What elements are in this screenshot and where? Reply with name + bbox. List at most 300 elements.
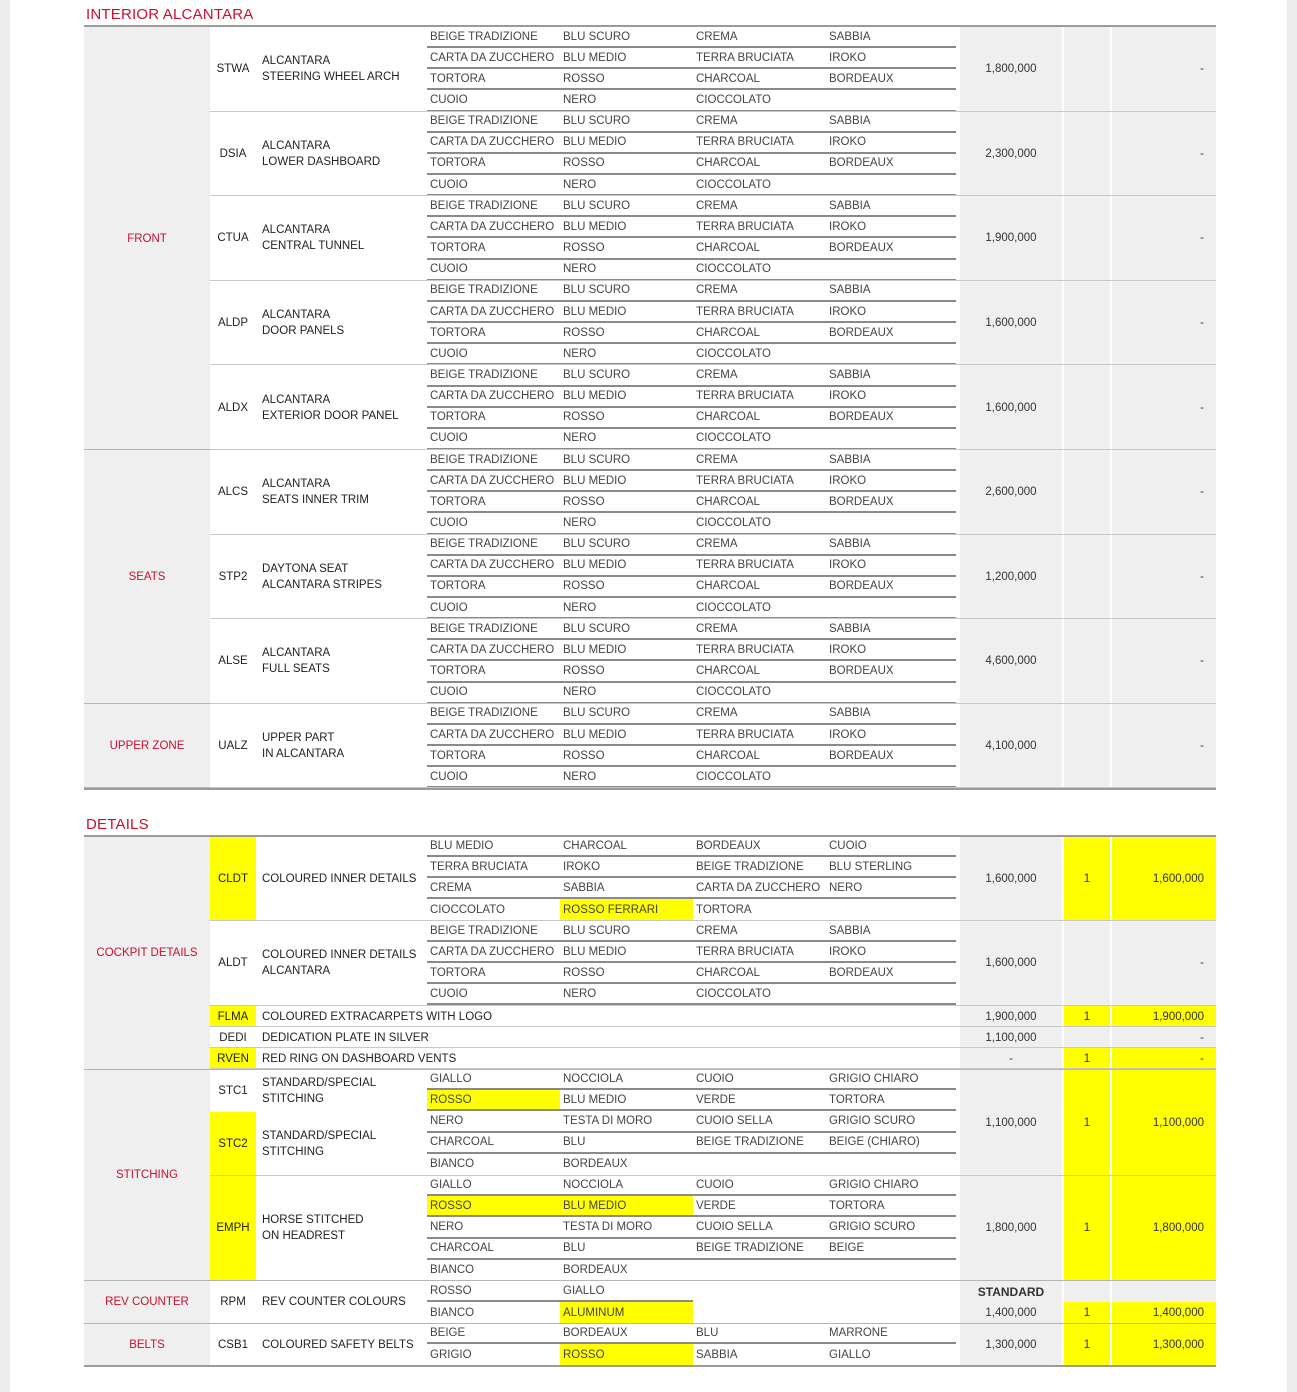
color-option: TERRA BRUCIATA (693, 302, 826, 323)
item-total: - (1112, 704, 1216, 789)
color-option: CHARCOAL (693, 69, 826, 90)
color-option: ROSSO (560, 746, 693, 767)
item-description (262, 112, 427, 197)
color-option: NOCCIOLA (560, 1069, 693, 1090)
item-quantity (1064, 619, 1110, 704)
color-option: CUOIO (427, 344, 560, 365)
item-total: 1,900,000 (1112, 1006, 1216, 1027)
color-option: NERO (560, 175, 693, 196)
color-option: IROKO (826, 725, 956, 746)
color-option: BEIGE TRADIZIONE (427, 281, 560, 302)
color-option: CARTA DA ZUCCHERO (427, 942, 560, 963)
item-price: 2,300,000 (960, 112, 1062, 197)
item-quantity: 1 (1064, 1070, 1110, 1175)
color-option: TERRA BRUCIATA (693, 556, 826, 577)
color-option: TORTORA (427, 154, 560, 175)
color-cell-empty (826, 899, 956, 920)
color-option: BIANCO (430, 1158, 475, 1171)
color-option: GRIGIO SCURO (826, 1111, 956, 1132)
color-option: BLU (693, 1323, 826, 1344)
item-total: - (1112, 27, 1216, 112)
item-description (262, 1112, 427, 1175)
color-option: TORTORA (427, 492, 560, 513)
item-price: 1,600,000 (960, 281, 1062, 366)
color-option: CIOCCOLATO (693, 344, 826, 365)
color-option: CREMA (427, 878, 560, 899)
item-description-line2: ON HEADREST (262, 1230, 346, 1242)
item-description (262, 1070, 427, 1112)
item-quantity: 1 (1064, 1006, 1110, 1027)
color-option: BORDEAUX (560, 1323, 693, 1344)
item-total: - (1112, 450, 1216, 535)
item-quantity (1064, 1027, 1110, 1048)
item-price: 1,100,000 (960, 1027, 1062, 1048)
color-option: BLU SCURO (560, 921, 693, 942)
color-option: CUOIO (693, 1175, 826, 1196)
color-option: BORDEAUX (693, 836, 826, 857)
color-option: SABBIA (826, 619, 956, 640)
color-option: CIOCCOLATO (693, 429, 826, 450)
color-option: CIOCCOLATO (693, 175, 826, 196)
item-code-csb1: CSB1 (217, 1338, 249, 1351)
color-option: IROKO (826, 302, 956, 323)
color-option: CUOIO (693, 1069, 826, 1090)
item-total: 1,300,000 (1112, 1324, 1216, 1365)
item-price: 1,300,000 (960, 1324, 1062, 1365)
color-option: BORDEAUX (826, 492, 956, 513)
item-description-line2: ALCANTARA (262, 965, 331, 977)
color-option: CREMA (693, 704, 826, 725)
item-price: 1,800,000 (960, 1176, 1062, 1280)
color-option: BORDEAUX (826, 408, 956, 429)
color-option: TORTORA (427, 662, 560, 683)
color-option: CUOIO (427, 175, 560, 196)
color-option: GIALLO (560, 1281, 693, 1302)
details-bottom-rule (84, 1365, 1216, 1367)
color-option: CREMA (693, 196, 826, 217)
color-option: NERO (560, 683, 693, 704)
item-total: - (1112, 1048, 1216, 1069)
item-description-line2: STITCHING (262, 1145, 324, 1158)
item-quantity (1064, 450, 1110, 535)
color-option: ROSSO (560, 154, 693, 175)
item-description-line1: ALCANTARA (262, 647, 331, 660)
item-code: UALZ (218, 740, 248, 753)
color-cell-empty (826, 984, 956, 1005)
color-option: BLU SCURO (560, 535, 693, 556)
color-option: ALUMINUM (560, 1302, 693, 1323)
color-option: BLU MEDIO (560, 556, 693, 577)
color-cell-empty (826, 683, 956, 704)
item-code-cldt: CLDT (210, 837, 256, 921)
item-quantity: 1 (1064, 1302, 1110, 1323)
item-description-line1: ALCANTARA (262, 55, 331, 68)
item-description-line1: STANDARD/SPECIAL (262, 1129, 377, 1142)
color-option: CUOIO (427, 767, 560, 788)
color-option: CHARCOAL (560, 836, 693, 857)
color-option: BEIGE (CHIARO) (826, 1133, 956, 1154)
group-label-front: FRONT (127, 232, 167, 245)
color-option: ROSSO (427, 1090, 560, 1111)
color-cell-empty (826, 1260, 956, 1281)
color-option: SABBIA (696, 1348, 738, 1361)
item-code-rven: RVEN (210, 1048, 256, 1069)
color-option: TORTORA (826, 1196, 956, 1217)
color-option: CHARCOAL (427, 1133, 560, 1154)
color-cell-empty (826, 344, 956, 365)
item-total: 1,600,000 (1112, 837, 1216, 921)
color-option: BEIGE TRADIZIONE (427, 619, 560, 640)
color-option: ROSSO (560, 1344, 693, 1365)
color-option: TERRA BRUCIATA (693, 942, 826, 963)
color-option: CARTA DA ZUCCHERO (427, 640, 560, 661)
color-option: TERRA BRUCIATA (693, 387, 826, 408)
color-option: ROSSO (560, 408, 693, 429)
color-option: TERRA BRUCIATA (693, 48, 826, 69)
color-option: BLU MEDIO (560, 1196, 693, 1217)
item-code-flma: FLMA (210, 1006, 256, 1027)
color-option: BORDEAUX (826, 154, 956, 175)
item-price: 1,600,000 (960, 921, 1062, 1005)
group-label-stitching: STITCHING (116, 1169, 178, 1181)
color-option: CUOIO (427, 513, 560, 534)
item-code-stc1: STC1 (218, 1085, 248, 1097)
item-price: 1,100,000 (960, 1070, 1062, 1175)
group-label-cockpit-details: COCKPIT DETAILS (96, 947, 198, 959)
color-cell-empty (826, 767, 956, 788)
item-total: - (1112, 535, 1216, 620)
color-option: BORDEAUX (826, 662, 956, 683)
color-cell-empty (826, 175, 956, 196)
color-option: BEIGE TRADIZIONE (427, 112, 560, 133)
item-total: - (1112, 619, 1216, 704)
color-option: BLU SCURO (560, 27, 693, 48)
color-cell-empty (826, 429, 956, 450)
color-option: NERO (560, 344, 693, 365)
item-price: 1,400,000 (960, 1302, 1062, 1323)
color-option: CIOCCOLATO (693, 767, 826, 788)
item-price: 2,600,000 (960, 450, 1062, 535)
color-option: BLU MEDIO (560, 942, 693, 963)
item-price: 4,600,000 (960, 619, 1062, 704)
color-option: GIALLO (427, 1069, 560, 1090)
item-price: 1,600,000 (960, 365, 1062, 450)
item-description-line2: ALCANTARA STRIPES (262, 578, 382, 591)
color-option: CIOCCOLATO (693, 260, 826, 281)
color-option: ROSSO (560, 577, 693, 598)
color-cell-empty (826, 513, 956, 534)
color-option: SABBIA (826, 704, 956, 725)
color-option: NERO (560, 260, 693, 281)
item-price: 1,900,000 (960, 1006, 1062, 1027)
color-option: IROKO (826, 387, 956, 408)
color-option: NERO (560, 984, 693, 1005)
color-option: CREMA (693, 27, 826, 48)
color-option: SABBIA (826, 112, 956, 133)
color-option: CREMA (693, 619, 826, 640)
color-option: BLU SCURO (560, 196, 693, 217)
color-option: NERO (560, 598, 693, 619)
color-option: BIANCO (430, 1306, 475, 1319)
color-option: CHARCOAL (693, 492, 826, 513)
price-list-sheet (84, 0, 1216, 1392)
item-quantity: 1 (1064, 1176, 1110, 1280)
item-description-line2: EXTERIOR DOOR PANEL (262, 409, 399, 422)
color-option: CUOIO (427, 260, 560, 281)
color-option: NOCCIOLA (560, 1175, 693, 1196)
color-option: CARTA DA ZUCCHERO (427, 133, 560, 154)
item-quantity (1064, 921, 1110, 1005)
item-code: DSIA (219, 147, 247, 160)
color-option: TORTORA (427, 323, 560, 344)
item-description (262, 921, 427, 1005)
color-option: CIOCCOLATO (430, 903, 505, 916)
item-description-line1: HORSE STITCHED (262, 1214, 364, 1226)
color-option: TORTORA (427, 69, 560, 90)
group-label-rev-counter: REV COUNTER (105, 1296, 189, 1308)
color-option: CIOCCOLATO (693, 513, 826, 534)
color-option: IROKO (826, 640, 956, 661)
item-description: COLOURED EXTRACARPETS WITH LOGO (262, 1010, 493, 1023)
color-option: GIALLO (829, 1348, 871, 1361)
color-option: IROKO (826, 942, 956, 963)
item-description (262, 1176, 427, 1280)
item-total: - (1112, 1027, 1216, 1048)
color-option: IROKO (826, 133, 956, 154)
item-description-line1: DAYTONA SEAT (262, 562, 349, 575)
color-option: ROSSO (560, 323, 693, 344)
group-label-seats: SEATS (128, 570, 166, 583)
item-code: STWA (216, 63, 250, 76)
color-option: GRIGIO CHIARO (826, 1175, 956, 1196)
color-option: ROSSO (560, 239, 693, 260)
color-cell-empty (826, 90, 956, 111)
color-option: CHARCOAL (693, 154, 826, 175)
item-quantity (1064, 535, 1110, 620)
color-option: GRIGIO SCURO (826, 1217, 956, 1238)
color-option: SABBIA (826, 365, 956, 386)
details-section-title: DETAILS (86, 816, 149, 833)
color-option: ROSSO (560, 662, 693, 683)
color-option: MARRONE (826, 1323, 956, 1344)
color-option: BEIGE TRADIZIONE (693, 857, 826, 878)
color-option: NERO (427, 1217, 560, 1238)
item-description-line1: ALCANTARA (262, 393, 331, 406)
color-option: NERO (560, 767, 693, 788)
color-option: BEIGE (427, 1323, 560, 1344)
item-code: ALCS (217, 486, 249, 499)
color-cell-empty (693, 1154, 826, 1175)
item-price: 1,900,000 (960, 196, 1062, 281)
color-cell-empty (693, 1260, 826, 1281)
item-description-line2: DOOR PANELS (262, 325, 345, 338)
item-description-line2: IN ALCANTARA (262, 748, 345, 761)
color-cell-empty (826, 598, 956, 619)
item-total-empty (1112, 1281, 1216, 1302)
color-option: BLU MEDIO (560, 133, 693, 154)
color-option: ROSSO (560, 69, 693, 90)
color-option: CHARCOAL (693, 323, 826, 344)
color-option: CARTA DA ZUCCHERO (427, 471, 560, 492)
color-option: CIOCCOLATO (693, 90, 826, 111)
color-option: CREMA (693, 365, 826, 386)
color-option: TORTORA (826, 1090, 956, 1111)
color-option: BEIGE TRADIZIONE (427, 535, 560, 556)
color-option: ROSSO (427, 1281, 560, 1302)
color-option: BORDEAUX (826, 577, 956, 598)
color-option: IROKO (560, 857, 693, 878)
item-code-stc2: STC2 (210, 1112, 256, 1175)
color-option: ROSSO (427, 1196, 560, 1217)
color-option: IROKO (826, 556, 956, 577)
item-quantity (1064, 365, 1110, 450)
group-label-upper-zone: UPPER ZONE (109, 740, 185, 753)
color-option: TERRA BRUCIATA (693, 471, 826, 492)
item-description: RED RING ON DASHBOARD VENTS (262, 1052, 457, 1065)
standard-label: STANDARD (960, 1281, 1062, 1302)
color-option: BEIGE TRADIZIONE (427, 365, 560, 386)
color-option: BLU MEDIO (427, 836, 560, 857)
color-option: TERRA BRUCIATA (693, 217, 826, 238)
color-option: TERRA BRUCIATA (427, 857, 560, 878)
color-option: CUOIO (427, 683, 560, 704)
color-option: TORTORA (427, 746, 560, 767)
item-code-aldt: ALDT (218, 957, 248, 969)
color-option: CUOIO (427, 429, 560, 450)
item-code: ALDX (217, 401, 249, 414)
color-option: TORTORA (427, 577, 560, 598)
color-option: CUOIO (427, 90, 560, 111)
item-description: REV COUNTER COLOURS (262, 1296, 406, 1308)
color-option: NERO (427, 1111, 560, 1132)
color-option: CHARCOAL (693, 963, 826, 984)
page-margin-left (0, 0, 10, 1392)
color-option: TORTORA (427, 963, 560, 984)
color-option: CARTA DA ZUCCHERO (693, 878, 826, 899)
color-cell-empty (826, 1154, 956, 1175)
color-option: BLU MEDIO (560, 302, 693, 323)
color-cell-empty (826, 260, 956, 281)
color-option: BORDEAUX (826, 239, 956, 260)
item-description-line1: STANDARD/SPECIAL (262, 1077, 377, 1089)
color-option: BORDEAUX (826, 746, 956, 767)
color-option: CARTA DA ZUCCHERO (427, 387, 560, 408)
color-option: SABBIA (560, 878, 693, 899)
item-quantity: 1 (1064, 1048, 1110, 1069)
item-code-rpm: RPM (220, 1296, 246, 1308)
color-option: CIOCCOLATO (693, 683, 826, 704)
color-option: BEIGE (826, 1239, 956, 1260)
color-option: BLU MEDIO (560, 640, 693, 661)
item-total: 1,800,000 (1112, 1176, 1216, 1280)
color-option: BLU SCURO (560, 365, 693, 386)
color-option: BLU SCURO (560, 704, 693, 725)
page-margin-right (1287, 0, 1297, 1392)
color-option: CREMA (693, 450, 826, 471)
item-total: - (1112, 112, 1216, 197)
item-price: 1,600,000 (960, 837, 1062, 921)
group-label-belts: BELTS (129, 1338, 165, 1351)
color-option: BLU SCURO (560, 112, 693, 133)
color-option: GRIGIO (430, 1348, 472, 1361)
color-option: BEIGE TRADIZIONE (427, 450, 560, 471)
color-option: CHARCOAL (693, 408, 826, 429)
color-option: GRIGIO CHIARO (826, 1069, 956, 1090)
color-option: BLU MEDIO (560, 48, 693, 69)
item-code: CTUA (217, 232, 249, 245)
color-option: BEIGE TRADIZIONE (427, 921, 560, 942)
color-option: BLU (560, 1133, 693, 1154)
item-description (262, 619, 427, 704)
color-option: BLU MEDIO (560, 387, 693, 408)
item-total: 1,100,000 (1112, 1070, 1216, 1175)
color-option: SABBIA (826, 196, 956, 217)
color-option: CIOCCOLATO (693, 984, 826, 1005)
color-option: CARTA DA ZUCCHERO (427, 302, 560, 323)
color-option: CREMA (693, 112, 826, 133)
item-description-line2: FULL SEATS (262, 663, 330, 676)
color-option: ROSSO (560, 492, 693, 513)
color-option: IROKO (826, 217, 956, 238)
color-option: CHARCOAL (427, 1239, 560, 1260)
color-option: VERDE (693, 1090, 826, 1111)
color-option: CUOIO (427, 598, 560, 619)
item-total: - (1112, 365, 1216, 450)
color-option: CUOIO SELLA (693, 1217, 826, 1238)
color-option: BLU (560, 1239, 693, 1260)
item-total: - (1112, 281, 1216, 366)
color-option: BIANCO (430, 1264, 475, 1277)
color-option: BLU MEDIO (560, 1090, 693, 1111)
item-quantity (1064, 27, 1110, 112)
item-description (262, 535, 427, 620)
item-description-line2: LOWER DASHBOARD (262, 155, 381, 168)
item-description (262, 450, 427, 535)
item-price: 1,200,000 (960, 535, 1062, 620)
color-option: VERDE (693, 1196, 826, 1217)
item-description-line1: ALCANTARA (262, 478, 331, 491)
item-description-line2: STEERING WHEEL ARCH (262, 71, 400, 84)
color-option: BLU MEDIO (560, 725, 693, 746)
color-option: BORDEAUX (826, 963, 956, 984)
color-option: SABBIA (826, 281, 956, 302)
color-option: BLU STERLING (826, 857, 956, 878)
color-option: SABBIA (826, 535, 956, 556)
item-description: DEDICATION PLATE IN SILVER (262, 1031, 429, 1044)
item-description-line1: ALCANTARA (262, 309, 331, 322)
color-option: SABBIA (826, 921, 956, 942)
item-description (262, 704, 427, 789)
color-option: CREMA (693, 921, 826, 942)
color-option: BLU SCURO (560, 450, 693, 471)
item-code-dedi: DEDI (219, 1031, 247, 1044)
color-option: CHARCOAL (693, 662, 826, 683)
color-option: CARTA DA ZUCCHERO (427, 556, 560, 577)
color-option: CIOCCOLATO (693, 598, 826, 619)
item-description-line1: COLOURED INNER DETAILS (262, 949, 417, 961)
color-option: CARTA DA ZUCCHERO (427, 725, 560, 746)
item-price: 4,100,000 (960, 704, 1062, 789)
color-option: CUOIO (826, 836, 956, 857)
color-option: TERRA BRUCIATA (693, 725, 826, 746)
item-description (262, 196, 427, 281)
color-option: SABBIA (826, 450, 956, 471)
color-option: BORDEAUX (826, 323, 956, 344)
color-option: GIALLO (427, 1175, 560, 1196)
item-total: - (1112, 196, 1216, 281)
color-option: IROKO (826, 48, 956, 69)
item-code: ALSE (218, 655, 248, 668)
